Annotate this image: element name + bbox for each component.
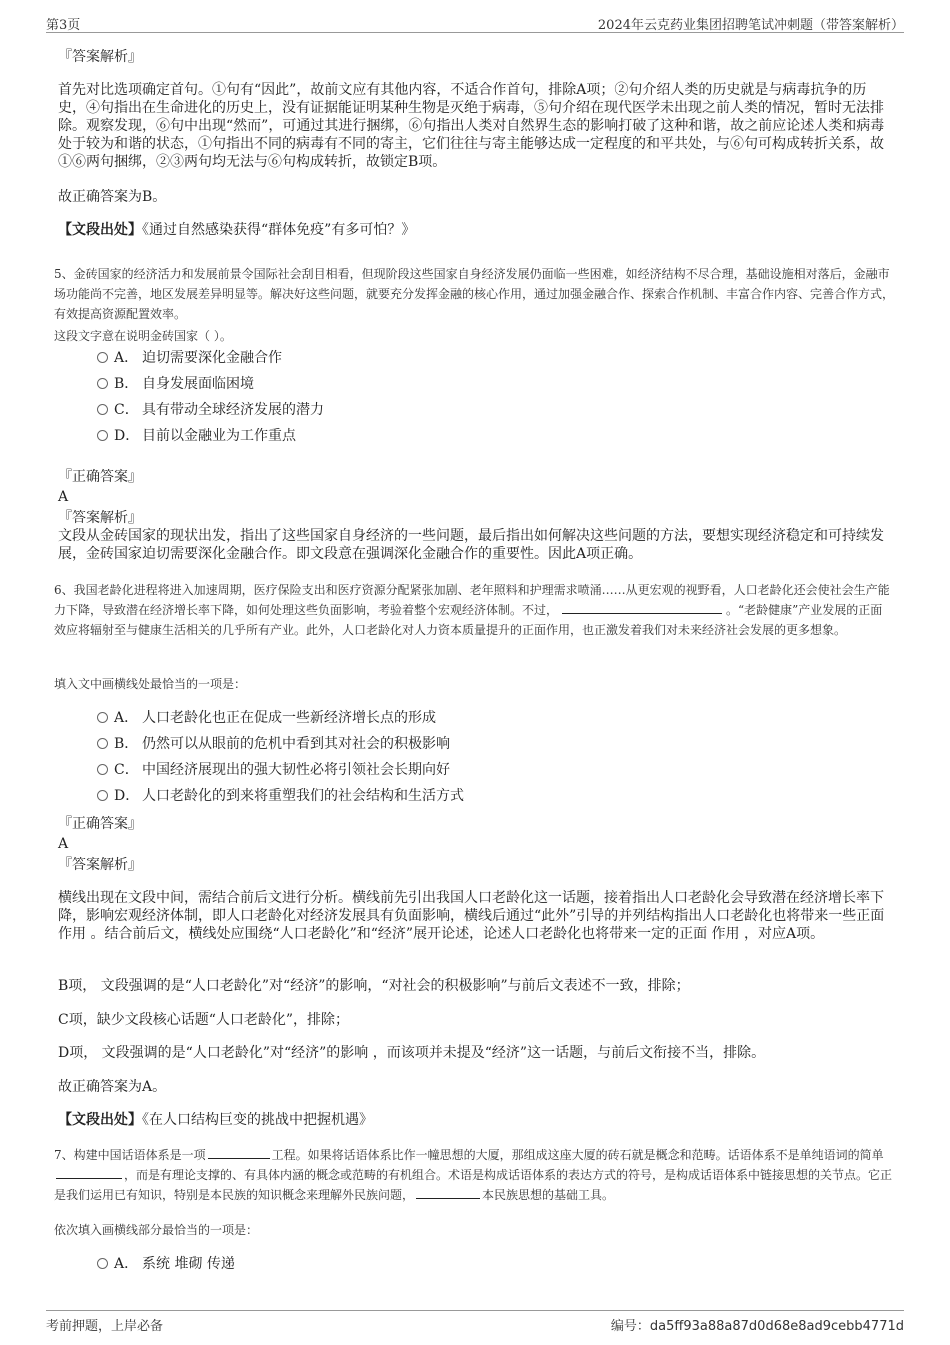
q7-stem: 7、构建中国话语体系是一项 工程。如果将话语体系比作一幢思想的大厦，那组成这座大厦的砖石就是概念和范畴。话语体系不是单纯语词的简单，而是有理论支撑的、有具体内涵的概念或范畴的有机组合。术语是构成话语体系的表达方式的符号，是构成话语体系中链接思想的关节点。它正是我们运用已有知识，特别是本民族的知识概念来理解外民族问题， 本民族思想的基础工具。: [54, 1148, 893, 1202]
q4-source: [58, 221, 888, 239]
document-id: 编号：da5ff93a88a87d0d68e8ad9cebb4771d: [610, 1319, 904, 1334]
q6-question: 填入文中画横线处最恰当的一项是：: [54, 677, 247, 691]
q6-option-d-note: D项， 文段强调的是“人口老龄化”对“经济”的影响 ，而该项并未提及“经济”这一话题，与前后文衔接不当，排除。: [58, 1045, 766, 1061]
q4-source-label: 【文段出处】: [58, 222, 142, 238]
q6-option-c-note: C项，缺少文段核心话题“人口老龄化”，排除；: [58, 1012, 350, 1028]
radio-icon[interactable]: [97, 352, 108, 363]
answer-blank: [416, 1186, 480, 1199]
radio-icon[interactable]: [97, 712, 108, 723]
radio-icon[interactable]: [97, 430, 108, 441]
q6-analysis-text: 横线出现在文段中间，需结合前后文进行分析。横线前先引出我国人口老龄化这一话题，接着指出人口老龄化会导致潜在经济增长率下降，影响宏观经济体制，即人口老龄化对经济发展具有负面影响，横线后通过“此外”引导的并列结构指出人口老龄化也将带来一些正面 作用 。结合前后文，横线处应围绕“人口老龄化”和“经济”展开论述，论述人口老龄化也将带来一定的正面 作用 ，对应A项。: [58, 890, 885, 942]
q4-conclusion: 故正确答案为B。: [58, 189, 167, 205]
q5-stem: 5、金砖国家的经济活力和发展前景令国际社会刮目相看，但现阶段这些国家自身经济发展仍面临一些困难，如经济结构不尽合理，基础设施相对落后，金融市场功能尚不完善，地区发展差异明显等。解决好这些问题，就要充分发挥金融的核心作用，通过加强金融合作、探索合作机制、丰富合作内容、完善合作方式，有效提高资源配置效率。: [54, 267, 895, 321]
q5-answer-label: 『正确答案』: [58, 469, 142, 485]
q6-option-a[interactable]: A． 人口老龄化也正在促成一些新经济增长点的形成: [97, 708, 436, 728]
page-number: 第3页: [46, 18, 81, 33]
q6-answer-label: 『正确答案』: [58, 816, 142, 832]
q6-conclusion: 故正确答案为A。: [58, 1079, 167, 1095]
q6-answer: A: [58, 836, 69, 852]
radio-icon[interactable]: [97, 404, 108, 415]
q6-stem: 6、我国老龄化进程将进入加速周期，医疗保险支出和医疗资源分配紧张加剧、老年照料和护理需求喷涌……从更宏观的视野看，人口老龄化还会使社会生产能力下降，导致潜在经济增长率下降，如何处理这些负面影响，考验着整个宏观经济体制。不过， 。“老龄健康”产业发展的正面效应将辐射至与健康生活相关的几乎所有产业。此外，人口老龄化对人力资本质量提升的正面作用，也正激发着我们对未来经济社会发展的更多想象。: [54, 583, 890, 637]
q6-source: [58, 1111, 888, 1129]
q5-option-d[interactable]: D． 目前以金融业为工作重点: [97, 426, 296, 446]
q5-option-a[interactable]: A． 迫切需要深化金融合作: [97, 348, 282, 368]
radio-icon[interactable]: [97, 1258, 108, 1269]
q5-answer: A: [58, 489, 69, 505]
q6-option-b[interactable]: B． 仍然可以从眼前的危机中看到其对社会的积极影响: [97, 734, 450, 754]
footer-slogan: 考前押题，上岸必备: [46, 1319, 164, 1334]
radio-icon[interactable]: [97, 790, 108, 801]
answer-blank: [56, 1166, 122, 1179]
page-footer: [46, 1310, 904, 1335]
q7-option-a[interactable]: A． 系统 堆砌 传递: [97, 1254, 235, 1274]
answer-blank: [208, 1146, 270, 1159]
radio-icon[interactable]: [97, 378, 108, 389]
q6-option-b-note: B项， 文段强调的是“人口老龄化”对“经济”的影响，“对社会的积极影响”与前后文表述不一致，排除；: [58, 978, 690, 994]
radio-icon[interactable]: [97, 764, 108, 775]
q4-analysis-text: 首先对比选项确定首句。①句有“因此”，故前文应有其他内容，不适合作首句，排除A项；②句介绍人类的历史就是与病毒抗争的历史，④句指出在生命进化的历史上，没有证据能证明某种生物是灭绝于病毒，⑤句介绍在现代医学未出现之前人类的情况，暂时无法排除。观察发现，⑥句中出现“然而”，可通过其进行捆绑，⑥句指出人类对自然界生态的影响打破了这种和谐，故之前应论述人类和病毒处于较为和谐的状态，①句指出不同的病毒有不同的寄主，它们往往与寄主能够达成一定程度的和平共处，与⑥句可构成转折关系，故①⑥两句捆绑，②③两句均无法与⑥句构成转折，故锁定B项。: [58, 82, 885, 170]
q5-analysis-text: 文段从金砖国家的现状出发，指出了这些国家自身经济的一些问题，最后指出如何解决这些问题的方法，要想实现经济稳定和可持续发展，金砖国家迫切需要深化金融合作。即文段意在强调深化金融合作的重要性。因此A项正确。: [58, 528, 884, 562]
page-header: [46, 12, 904, 33]
radio-icon[interactable]: [97, 738, 108, 749]
answer-blank: [562, 601, 722, 614]
q5-option-b[interactable]: B． 自身发展面临困境: [97, 374, 254, 394]
q6-source-text: 《在人口结构巨变的挑战中把握机遇》: [142, 1112, 373, 1128]
q5-option-c[interactable]: C． 具有带动全球经济发展的潜力: [97, 400, 324, 420]
q6-analysis-label: 『答案解析』: [58, 857, 142, 873]
q6-source-label: 【文段出处】: [58, 1112, 142, 1128]
q5-question: 这段文字意在说明金砖国家（ ）。: [54, 329, 232, 343]
q5-analysis-label: 『答案解析』: [58, 510, 142, 526]
document-title: 2024年云克药业集团招聘笔试冲刺题（带答案解析）: [597, 18, 904, 33]
q6-option-c[interactable]: C． 中国经济展现出的强大韧性必将引领社会长期向好: [97, 760, 450, 780]
q6-option-d[interactable]: D． 人口老龄化的到来将重塑我们的社会结构和生活方式: [97, 786, 464, 806]
q7-question: 依次填入画横线部分最恰当的一项是：: [54, 1223, 259, 1237]
q4-source-text: 《通过自然感染获得“群体免疫”有多可怕？》: [142, 222, 416, 238]
q4-analysis-label: 『答案解析』: [58, 49, 142, 65]
